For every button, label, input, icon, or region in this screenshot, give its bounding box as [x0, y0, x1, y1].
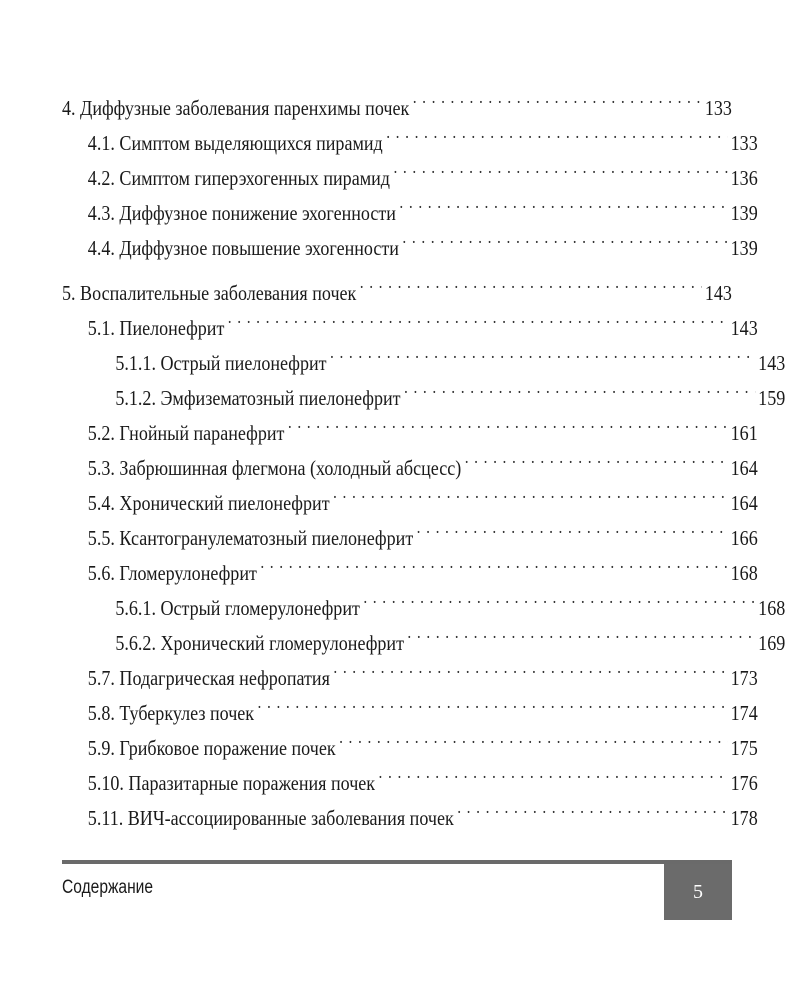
toc-entry-page: 143 — [730, 316, 758, 340]
toc-dot-leader — [288, 405, 727, 440]
page-number-badge — [664, 864, 732, 920]
toc-entry-title: 5.6.1. Острый гломерулонефрит — [115, 596, 360, 620]
toc-entry-page: 176 — [730, 771, 758, 795]
toc-entry-title: 4.3. Диффузное понижение эхогенности — [87, 201, 396, 225]
toc-entry — [62, 755, 758, 795]
toc-entry-title: 5.6. Гломерулонефрит — [87, 561, 257, 585]
toc-entry — [62, 335, 786, 375]
toc-dot-leader — [404, 370, 755, 405]
toc-entry-page: 161 — [730, 421, 758, 445]
toc-entry-page: 174 — [730, 701, 758, 725]
toc-entry — [62, 265, 732, 305]
footer-divider — [62, 860, 732, 864]
toc-entry-page: 139 — [730, 236, 758, 260]
toc-entry — [62, 220, 758, 260]
toc-entry — [62, 150, 758, 190]
toc-entry — [62, 580, 786, 620]
toc-entry — [62, 650, 758, 690]
toc-entry — [62, 510, 758, 550]
toc-entry-page: 169 — [758, 631, 786, 655]
toc-entry-title: 5. Воспалительные заболевания почек — [62, 281, 357, 305]
toc-entry-page: 173 — [730, 666, 758, 690]
toc-entry-page: 159 — [758, 386, 786, 410]
toc-entry-page: 164 — [730, 456, 758, 480]
toc-entry-page: 164 — [730, 491, 758, 515]
toc-dot-leader — [413, 80, 702, 115]
toc-dot-leader — [417, 510, 728, 545]
toc-entry-title: 5.10. Паразитарные поражения почек — [87, 771, 376, 795]
toc-entry-title: 5.9. Грибковое поражение почек — [87, 736, 336, 760]
toc-dot-leader — [465, 440, 728, 475]
toc-dot-leader — [457, 790, 727, 825]
toc-dot-leader — [363, 580, 754, 615]
toc-dot-leader — [258, 685, 728, 720]
toc-dot-leader — [260, 545, 727, 580]
toc-entry-page: 133 — [704, 96, 732, 120]
toc-entry-title: 5.11. ВИЧ-ассоциированные заболевания почек — [87, 806, 454, 830]
toc-entry-title: 5.1.2. Эмфизематозный пиелонефрит — [115, 386, 401, 410]
toc-entry-page: 136 — [730, 166, 758, 190]
toc-dot-leader — [379, 755, 728, 790]
toc-entry-page: 168 — [758, 596, 786, 620]
toc-entry-page: 166 — [730, 526, 758, 550]
toc-entry — [62, 185, 758, 225]
toc-dot-leader — [402, 220, 727, 255]
toc-entry — [62, 440, 758, 480]
toc-entry-title: 4.4. Диффузное повышение эхогенности — [87, 236, 399, 260]
toc-entry-title: 5.7. Подагрическая нефропатия — [87, 666, 330, 690]
toc-dot-leader — [386, 115, 727, 150]
toc-entry — [62, 300, 758, 340]
toc-dot-leader — [339, 720, 727, 755]
toc-dot-leader — [360, 265, 702, 300]
toc-entry-title: 5.1. Пиелонефрит — [87, 316, 225, 340]
page-number: 5 — [693, 880, 703, 903]
toc-entry-title: 4.2. Симптом гиперэхогенных пирамид — [87, 166, 391, 190]
toc-entry-page: 133 — [730, 131, 758, 155]
toc-entry — [62, 475, 758, 515]
toc-entry-page: 143 — [704, 281, 732, 305]
footer-section-label: Содержание — [62, 877, 154, 898]
toc-entry — [62, 405, 758, 445]
toc-dot-leader — [330, 335, 755, 370]
toc-entry — [62, 685, 758, 725]
toc-dot-leader — [333, 475, 727, 510]
toc-entry-page: 168 — [730, 561, 758, 585]
toc-entry — [62, 370, 786, 410]
toc-entry-page: 175 — [730, 736, 758, 760]
toc-entry-title: 5.2. Гнойный паранефрит — [87, 421, 285, 445]
toc-entry-title: 5.6.2. Хронический гломерулонефрит — [115, 631, 404, 655]
toc-entry-title: 5.8. Туберкулез почек — [87, 701, 255, 725]
toc-dot-leader — [407, 615, 754, 650]
toc-dot-leader — [333, 650, 727, 685]
toc-entry — [62, 790, 758, 830]
toc-entry-page: 178 — [730, 806, 758, 830]
toc-entry-title: 5.1.1. Острый пиелонефрит — [115, 351, 327, 375]
table-of-contents — [62, 80, 786, 830]
toc-dot-leader — [228, 300, 727, 335]
toc-entry — [62, 720, 758, 760]
toc-entry — [62, 80, 732, 120]
toc-entry-title: 5.5. Ксантогранулематозный пиелонефрит — [87, 526, 414, 550]
toc-dot-leader — [399, 185, 727, 220]
toc-entry — [62, 545, 758, 585]
toc-entry — [62, 115, 758, 155]
toc-entry-page: 139 — [730, 201, 758, 225]
toc-entry-page: 143 — [758, 351, 786, 375]
toc-entry-title: 5.4. Хронический пиелонефрит — [87, 491, 330, 515]
toc-dot-leader — [393, 150, 727, 185]
toc-entry-title: 5.3. Забрюшинная флегмона (холодный абсцесс) — [87, 456, 462, 480]
toc-entry-title: 4.1. Симптом выделяющихся пирамид — [87, 131, 383, 155]
toc-entry — [62, 615, 786, 655]
toc-entry-title: 4. Диффузные заболевания паренхимы почек — [62, 96, 410, 120]
